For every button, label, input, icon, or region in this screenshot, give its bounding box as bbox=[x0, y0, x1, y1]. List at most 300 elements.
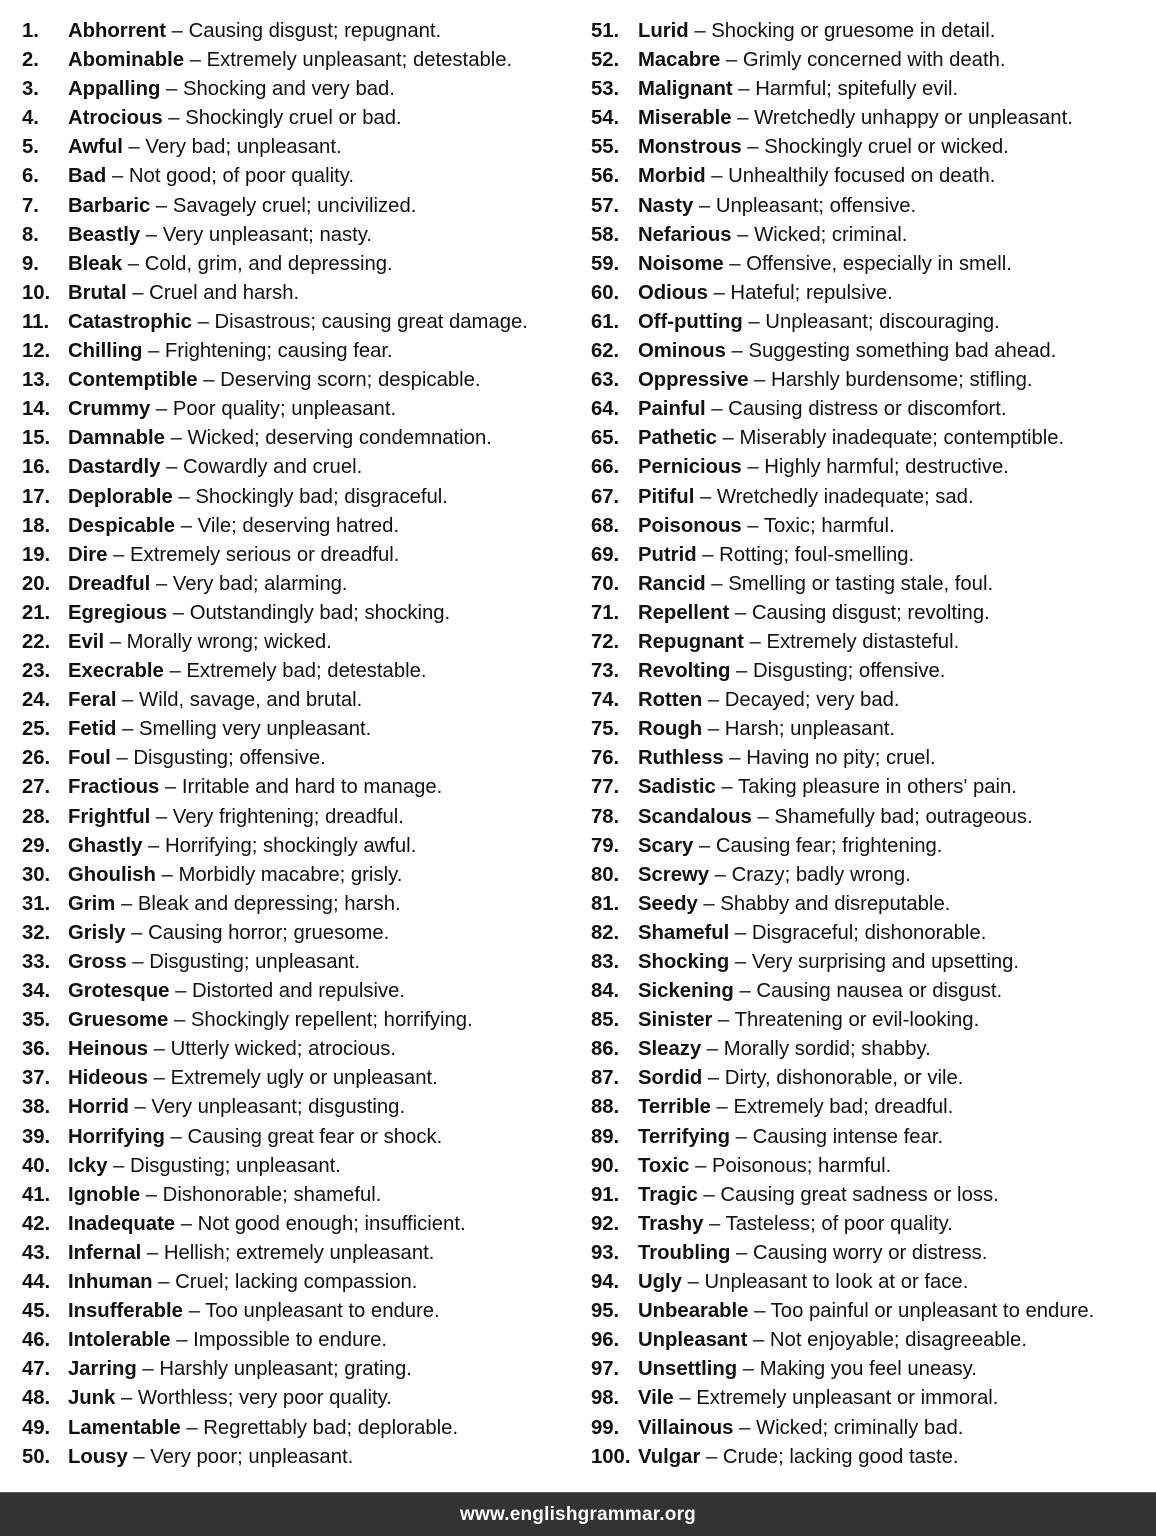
list-item bbox=[591, 483, 1151, 512]
item-word: Troubling bbox=[638, 1241, 731, 1264]
list-item bbox=[22, 337, 582, 366]
item-definition: Extremely ugly or unpleasant. bbox=[170, 1067, 438, 1090]
list-item bbox=[22, 773, 582, 802]
item-word: Screwy bbox=[638, 863, 710, 886]
item-word: Terrible bbox=[638, 1096, 711, 1119]
item-separator: – bbox=[107, 1154, 131, 1177]
item-number: 10. bbox=[22, 281, 51, 304]
item-separator: – bbox=[169, 980, 192, 1003]
item-number: 66. bbox=[591, 456, 620, 479]
item-definition: Harmful; spitefully evil. bbox=[755, 78, 959, 101]
item-separator: – bbox=[696, 543, 720, 566]
item-separator: – bbox=[697, 892, 721, 915]
item-word: Pitiful bbox=[638, 485, 695, 508]
item-separator: – bbox=[720, 49, 743, 72]
item-number: 15. bbox=[22, 427, 51, 450]
list-item bbox=[591, 773, 1151, 802]
item-separator: – bbox=[701, 1038, 724, 1061]
item-number: 21. bbox=[22, 601, 51, 624]
item-word: Abominable bbox=[68, 49, 185, 72]
item-separator: – bbox=[693, 194, 716, 217]
item-definition: Unpleasant to look at or face. bbox=[704, 1271, 969, 1294]
list-item bbox=[22, 1006, 582, 1035]
item-definition: Regrettably bad; deplorable. bbox=[203, 1416, 459, 1439]
list-item bbox=[591, 1152, 1151, 1181]
list-item bbox=[591, 75, 1151, 104]
item-definition: Poor quality; unpleasant. bbox=[172, 398, 397, 421]
list-item bbox=[22, 1414, 582, 1443]
item-definition: Not good; of poor quality. bbox=[128, 165, 355, 188]
list-item bbox=[591, 1355, 1151, 1384]
item-definition: Shamefully bad; outrageous. bbox=[774, 805, 1033, 828]
item-word: Bleak bbox=[68, 252, 123, 275]
item-word: Hideous bbox=[68, 1067, 149, 1090]
item-number: 68. bbox=[591, 514, 620, 537]
list-item bbox=[22, 1355, 582, 1384]
item-word: Bad bbox=[68, 165, 107, 188]
list-item bbox=[591, 715, 1151, 744]
list-item bbox=[22, 133, 582, 162]
item-definition: Unpleasant; offensive. bbox=[715, 194, 917, 217]
item-word: Horrid bbox=[68, 1096, 129, 1119]
list-item bbox=[22, 570, 582, 599]
item-definition: Very frightening; dreadful. bbox=[172, 805, 404, 828]
item-word: Pathetic bbox=[638, 427, 717, 450]
item-separator: – bbox=[709, 863, 732, 886]
item-separator: – bbox=[140, 1183, 163, 1206]
item-definition: Highly harmful; destructive. bbox=[764, 456, 1009, 479]
item-separator: – bbox=[122, 136, 146, 159]
list-item bbox=[22, 1123, 582, 1152]
item-separator: – bbox=[723, 747, 747, 770]
list-item bbox=[591, 366, 1151, 395]
item-number: 43. bbox=[22, 1241, 51, 1264]
item-word: Ugly bbox=[638, 1271, 682, 1294]
item-definition: Dishonorable; shameful. bbox=[162, 1183, 382, 1206]
list-item bbox=[22, 279, 582, 308]
item-separator: – bbox=[702, 689, 725, 712]
list-item bbox=[591, 1006, 1151, 1035]
item-separator: – bbox=[172, 485, 196, 508]
item-number: 34. bbox=[22, 980, 51, 1003]
item-separator: – bbox=[160, 78, 183, 101]
item-definition: Suggesting something bad ahead. bbox=[748, 340, 1057, 363]
item-word: Vulgar bbox=[638, 1445, 701, 1468]
list-item bbox=[22, 803, 582, 832]
item-definition: Very unpleasant; disgusting. bbox=[151, 1096, 406, 1119]
item-separator: – bbox=[148, 1067, 171, 1090]
item-separator: – bbox=[705, 165, 729, 188]
item-word: Monstrous bbox=[638, 136, 742, 159]
item-word: Scandalous bbox=[638, 805, 752, 828]
item-definition: Unhealthily focused on death. bbox=[728, 165, 996, 188]
item-separator: – bbox=[681, 1271, 705, 1294]
item-word: Chilling bbox=[68, 340, 143, 363]
item-number: 93. bbox=[591, 1241, 620, 1264]
item-number: 7. bbox=[22, 194, 39, 217]
item-number: 28. bbox=[22, 805, 51, 828]
list-item bbox=[591, 1384, 1151, 1413]
item-number: 6. bbox=[22, 165, 39, 188]
item-word: Egregious bbox=[68, 601, 168, 624]
item-number: 90. bbox=[591, 1154, 620, 1177]
list-item bbox=[22, 686, 582, 715]
list-item bbox=[591, 1181, 1151, 1210]
item-number: 82. bbox=[591, 921, 620, 944]
list-item bbox=[591, 133, 1151, 162]
item-word: Evil bbox=[68, 630, 105, 653]
item-definition: Smelling very unpleasant. bbox=[139, 718, 372, 741]
item-definition: Toxic; harmful. bbox=[763, 514, 895, 537]
item-definition: Causing distress or discomfort. bbox=[728, 398, 1007, 421]
list-item bbox=[22, 250, 582, 279]
item-separator: – bbox=[705, 398, 729, 421]
item-word: Frightful bbox=[68, 805, 151, 828]
item-number: 12. bbox=[22, 340, 51, 363]
item-definition: Very unpleasant; nasty. bbox=[162, 223, 373, 246]
item-definition: Threatening or evil-looking. bbox=[734, 1009, 980, 1032]
list-item bbox=[22, 744, 582, 773]
list-item bbox=[591, 512, 1151, 541]
item-word: Icky bbox=[68, 1154, 108, 1177]
item-number: 58. bbox=[591, 223, 620, 246]
item-separator: – bbox=[702, 1067, 725, 1090]
list-item bbox=[22, 1093, 582, 1122]
item-definition: Poisonous; harmful. bbox=[712, 1154, 892, 1177]
item-definition: Cold, grim, and depressing. bbox=[144, 252, 393, 275]
item-separator: – bbox=[128, 1096, 152, 1119]
list-item bbox=[22, 104, 582, 133]
item-definition: Hateful; repulsive. bbox=[730, 281, 893, 304]
item-definition: Extremely unpleasant or immoral. bbox=[696, 1387, 999, 1410]
item-definition: Miserably inadequate; contemptible. bbox=[739, 427, 1065, 450]
item-definition: Crude; lacking good taste. bbox=[722, 1445, 959, 1468]
item-word: Ghastly bbox=[68, 834, 143, 857]
item-word: Lurid bbox=[638, 20, 689, 42]
item-word: Intolerable bbox=[68, 1329, 171, 1352]
item-number: 72. bbox=[591, 630, 620, 653]
list-item bbox=[591, 1414, 1151, 1443]
item-number: 27. bbox=[22, 776, 51, 799]
item-word: Infernal bbox=[68, 1241, 142, 1264]
item-number: 24. bbox=[22, 689, 51, 712]
list-item bbox=[22, 1035, 582, 1064]
item-separator: – bbox=[689, 1154, 713, 1177]
item-number: 80. bbox=[591, 863, 620, 886]
item-separator: – bbox=[694, 485, 717, 508]
item-definition: Savagely cruel; uncivilized. bbox=[172, 194, 417, 217]
item-separator: – bbox=[688, 20, 712, 42]
item-number: 81. bbox=[591, 892, 620, 915]
item-number: 97. bbox=[591, 1358, 620, 1381]
item-number: 99. bbox=[591, 1416, 620, 1439]
item-definition: Shockingly cruel or wicked. bbox=[764, 136, 1009, 159]
item-definition: Causing great sadness or loss. bbox=[720, 1183, 999, 1206]
item-separator: – bbox=[126, 281, 150, 304]
list-item bbox=[22, 512, 582, 541]
item-number: 50. bbox=[22, 1445, 51, 1468]
item-word: Unpleasant bbox=[638, 1329, 748, 1352]
item-number: 49. bbox=[22, 1416, 51, 1439]
item-separator: – bbox=[729, 921, 752, 944]
item-definition: Causing worry or distress. bbox=[752, 1241, 988, 1264]
item-word: Morbid bbox=[638, 165, 706, 188]
item-definition: Outstandingly bad; shocking. bbox=[189, 601, 451, 624]
item-word: Heinous bbox=[68, 1038, 149, 1061]
item-word: Scary bbox=[638, 834, 694, 857]
item-number: 96. bbox=[591, 1329, 620, 1352]
item-separator: – bbox=[730, 660, 753, 683]
item-number: 45. bbox=[22, 1300, 51, 1323]
item-number: 59. bbox=[591, 252, 620, 275]
item-separator: – bbox=[140, 223, 163, 246]
item-word: Shocking bbox=[638, 951, 730, 973]
list-item bbox=[591, 919, 1151, 948]
item-definition: Causing horror; gruesome. bbox=[148, 921, 390, 944]
item-definition: Too painful or unpleasant to endure. bbox=[770, 1300, 1095, 1323]
item-separator: – bbox=[191, 310, 215, 333]
item-word: Damnable bbox=[68, 427, 165, 450]
list-item bbox=[22, 628, 582, 657]
list-item bbox=[22, 1064, 582, 1093]
item-number: 71. bbox=[591, 601, 620, 624]
item-word: Shameful bbox=[638, 921, 730, 944]
item-word: Inhuman bbox=[68, 1271, 153, 1294]
item-separator: – bbox=[702, 718, 725, 741]
item-word: Gruesome bbox=[68, 1009, 169, 1032]
item-separator: – bbox=[693, 834, 716, 857]
item-definition: Decayed; very bad. bbox=[724, 689, 900, 712]
item-definition: Cruel and harsh. bbox=[149, 281, 300, 304]
item-definition: Wicked; deserving condemnation. bbox=[187, 427, 492, 450]
item-number: 95. bbox=[591, 1300, 620, 1323]
list-item bbox=[591, 104, 1151, 133]
item-word: Contemptible bbox=[68, 369, 198, 392]
item-separator: – bbox=[152, 1271, 176, 1294]
item-number: 32. bbox=[22, 921, 51, 944]
item-number: 38. bbox=[22, 1096, 51, 1119]
item-separator: – bbox=[741, 456, 765, 479]
item-definition: Disgusting; unpleasant. bbox=[130, 1154, 341, 1177]
item-separator: – bbox=[182, 1300, 206, 1323]
list-item bbox=[22, 424, 582, 453]
item-number: 48. bbox=[22, 1387, 51, 1410]
item-separator: – bbox=[159, 776, 182, 799]
item-definition: Wretchedly inadequate; sad. bbox=[716, 485, 974, 508]
item-definition: Causing disgust; revolting. bbox=[751, 601, 990, 624]
item-definition: Shockingly repellent; horrifying. bbox=[190, 1009, 473, 1032]
list-item bbox=[22, 1152, 582, 1181]
list-item bbox=[22, 221, 582, 250]
item-definition: Hellish; extremely unpleasant. bbox=[163, 1241, 435, 1264]
item-definition: Offensive, especially in smell. bbox=[746, 252, 1012, 275]
item-separator: – bbox=[725, 340, 749, 363]
item-separator: – bbox=[710, 1096, 734, 1119]
item-separator: – bbox=[122, 252, 145, 275]
item-word: Sickening bbox=[638, 980, 734, 1003]
item-word: Revolting bbox=[638, 660, 731, 683]
item-separator: – bbox=[712, 1009, 735, 1032]
list-item bbox=[22, 1443, 582, 1472]
list-item bbox=[22, 1181, 582, 1210]
item-definition: Very poor; unpleasant. bbox=[150, 1445, 354, 1468]
item-number: 4. bbox=[22, 107, 39, 130]
item-word: Rough bbox=[638, 718, 703, 741]
item-separator: – bbox=[162, 107, 186, 130]
item-word: Jarring bbox=[68, 1358, 137, 1381]
item-definition: Unpleasant; discouraging. bbox=[765, 310, 1000, 333]
item-number: 13. bbox=[22, 369, 51, 392]
item-definition: Bleak and depressing; harsh. bbox=[137, 892, 401, 915]
item-number: 17. bbox=[22, 485, 51, 508]
item-separator: – bbox=[175, 514, 198, 537]
item-definition: Harshly unpleasant; grating. bbox=[159, 1358, 412, 1381]
item-separator: – bbox=[729, 601, 752, 624]
list-item bbox=[22, 308, 582, 337]
list-item bbox=[591, 861, 1151, 890]
item-separator: – bbox=[115, 892, 138, 915]
item-word: Gross bbox=[68, 951, 127, 973]
item-separator: – bbox=[751, 805, 775, 828]
item-word: Foul bbox=[68, 747, 111, 770]
item-number: 87. bbox=[591, 1067, 620, 1090]
item-definition: Rotting; foul-smelling. bbox=[719, 543, 915, 566]
list-item bbox=[22, 192, 582, 221]
list-item bbox=[591, 1123, 1151, 1152]
item-number: 62. bbox=[591, 340, 620, 363]
item-separator: – bbox=[748, 1300, 771, 1323]
item-separator: – bbox=[180, 1416, 204, 1439]
item-definition: Causing great fear or shock. bbox=[187, 1125, 443, 1148]
item-number: 64. bbox=[591, 398, 620, 421]
list-item bbox=[591, 221, 1151, 250]
item-separator: – bbox=[729, 951, 752, 973]
item-definition: Having no pity; cruel. bbox=[746, 747, 936, 770]
item-word: Appalling bbox=[68, 78, 161, 101]
item-word: Sleazy bbox=[638, 1038, 702, 1061]
item-word: Vile bbox=[638, 1387, 674, 1410]
item-separator: – bbox=[730, 1125, 753, 1148]
list-item bbox=[591, 1297, 1151, 1326]
item-definition: Causing intense fear. bbox=[752, 1125, 944, 1148]
item-definition: Very bad; alarming. bbox=[172, 572, 348, 595]
item-definition: Morally wrong; wicked. bbox=[126, 630, 332, 653]
item-definition: Disgusting; unpleasant. bbox=[149, 951, 361, 973]
item-number: 100. bbox=[591, 1445, 631, 1468]
item-definition: Morbidly macabre; grisly. bbox=[178, 863, 403, 886]
item-word: Feral bbox=[68, 689, 117, 712]
item-separator: – bbox=[160, 456, 183, 479]
item-word: Nasty bbox=[638, 194, 694, 217]
item-separator: – bbox=[170, 1329, 194, 1352]
list-item bbox=[591, 279, 1151, 308]
item-number: 67. bbox=[591, 485, 620, 508]
item-number: 91. bbox=[591, 1183, 620, 1206]
item-word: Repellent bbox=[638, 601, 730, 624]
item-definition: Making you feel uneasy. bbox=[759, 1358, 977, 1381]
list-item bbox=[591, 17, 1151, 46]
item-definition: Shocking or gruesome in detail. bbox=[711, 20, 996, 42]
item-number: 54. bbox=[591, 107, 620, 130]
item-word: Abhorrent bbox=[68, 20, 167, 42]
item-word: Sinister bbox=[638, 1009, 713, 1032]
item-word: Villainous bbox=[638, 1416, 734, 1439]
item-definition: Extremely unpleasant; detestable. bbox=[206, 49, 513, 72]
item-number: 33. bbox=[22, 951, 51, 973]
item-definition: Disgusting; offensive. bbox=[133, 747, 326, 770]
item-definition: Not enjoyable; disagreeable. bbox=[769, 1329, 1027, 1352]
list-item bbox=[591, 46, 1151, 75]
item-definition: Disgusting; offensive. bbox=[752, 660, 946, 683]
item-separator: – bbox=[106, 165, 129, 188]
item-separator: – bbox=[148, 1038, 171, 1061]
item-definition: Horrifying; shockingly awful. bbox=[164, 834, 417, 857]
item-separator: – bbox=[703, 1212, 726, 1235]
item-number: 77. bbox=[591, 776, 620, 799]
item-word: Trashy bbox=[638, 1212, 704, 1235]
item-number: 55. bbox=[591, 136, 620, 159]
item-separator: – bbox=[697, 1183, 721, 1206]
list-item bbox=[591, 1326, 1151, 1355]
item-number: 23. bbox=[22, 660, 51, 683]
item-word: Deplorable bbox=[68, 485, 173, 508]
item-definition: Causing fear; frightening. bbox=[715, 834, 943, 857]
item-definition: Impossible to endure. bbox=[193, 1329, 388, 1352]
item-number: 11. bbox=[22, 310, 50, 333]
list-item bbox=[22, 366, 582, 395]
item-number: 25. bbox=[22, 718, 51, 741]
item-word: Unsettling bbox=[638, 1358, 738, 1381]
item-separator: – bbox=[150, 572, 173, 595]
list-item bbox=[22, 1326, 582, 1355]
footer-website-link[interactable]: www.englishgrammar.org bbox=[460, 1503, 696, 1525]
item-number: 88. bbox=[591, 1096, 620, 1119]
list-item bbox=[591, 599, 1151, 628]
item-number: 19. bbox=[22, 543, 51, 566]
item-number: 70. bbox=[591, 572, 620, 595]
item-definition: Harshly burdensome; stifling. bbox=[771, 369, 1033, 392]
item-number: 39. bbox=[22, 1125, 51, 1148]
item-definition: Very bad; unpleasant. bbox=[145, 136, 342, 159]
item-separator: – bbox=[150, 805, 173, 828]
item-number: 5. bbox=[22, 136, 39, 159]
item-definition: Wretchedly unhappy or unpleasant. bbox=[754, 107, 1073, 130]
list-item bbox=[22, 1384, 582, 1413]
item-word: Rotten bbox=[638, 689, 703, 712]
list-item bbox=[22, 948, 582, 977]
item-word: Tragic bbox=[638, 1183, 698, 1206]
item-definition: Very surprising and upsetting. bbox=[751, 951, 1020, 973]
item-separator: – bbox=[127, 1445, 151, 1468]
list-item bbox=[22, 832, 582, 861]
list-item bbox=[22, 919, 582, 948]
item-number: 52. bbox=[591, 49, 620, 72]
item-word: Atrocious bbox=[68, 107, 163, 130]
list-item bbox=[591, 250, 1151, 279]
item-separator: – bbox=[723, 252, 747, 275]
item-number: 86. bbox=[591, 1038, 620, 1061]
item-number: 29. bbox=[22, 834, 51, 857]
item-separator: – bbox=[673, 1387, 697, 1410]
item-word: Insufferable bbox=[68, 1300, 183, 1323]
item-word: Fractious bbox=[68, 776, 160, 799]
item-number: 3. bbox=[22, 78, 39, 101]
item-number: 22. bbox=[22, 630, 51, 653]
item-word: Pernicious bbox=[638, 456, 742, 479]
item-number: 84. bbox=[591, 980, 620, 1003]
list-item bbox=[22, 483, 582, 512]
item-definition: Crazy; badly wrong. bbox=[731, 863, 911, 886]
